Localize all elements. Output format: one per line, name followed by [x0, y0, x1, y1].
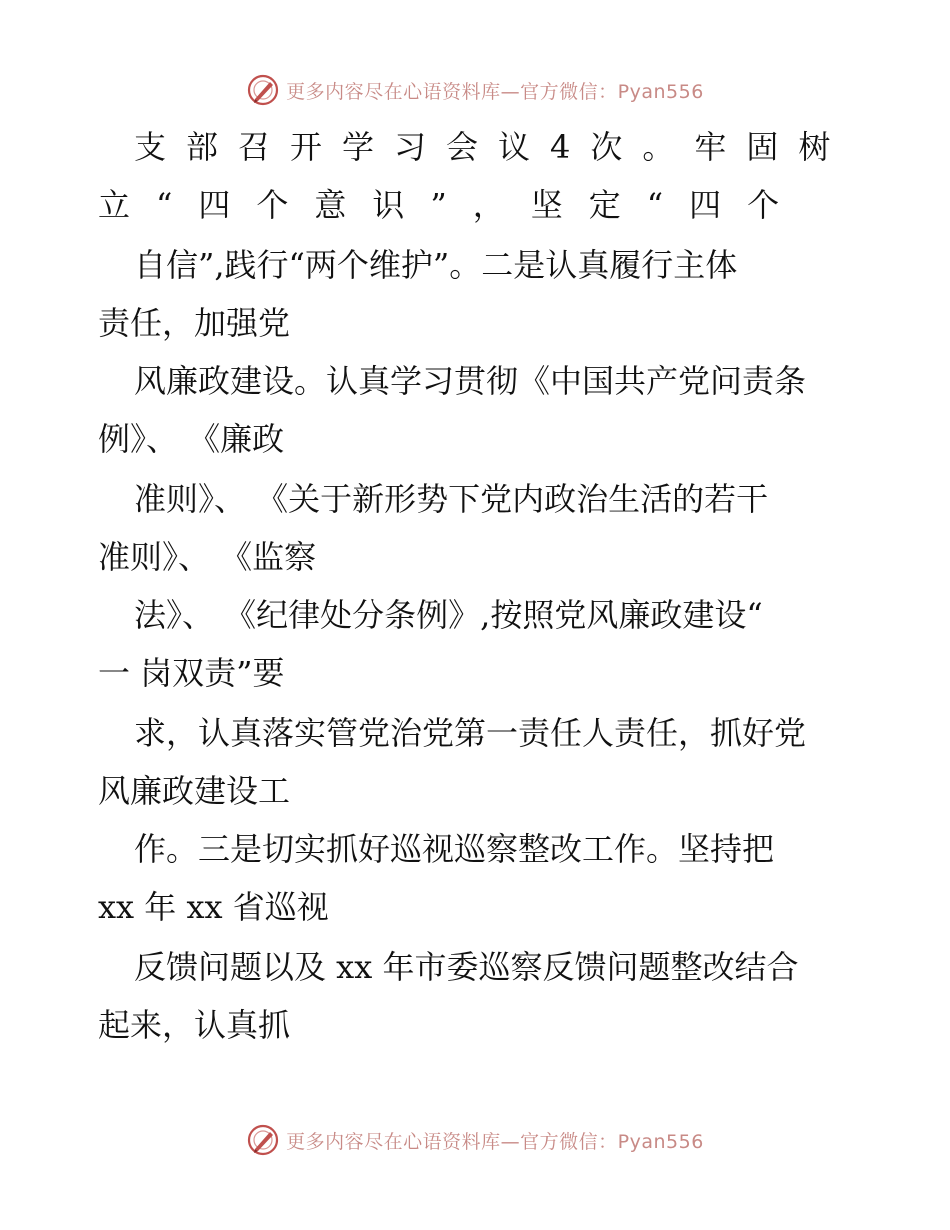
text-line: 法》、 《纪律处分条例》,按照党风廉政建设“: [134, 596, 763, 634]
text-line: 准则》、 《监察: [98, 538, 317, 576]
footer-watermark-text: 更多内容尽在心语资料库—官方微信：Pyan556: [286, 1130, 704, 1153]
text-line: 责任，加强党: [98, 304, 291, 342]
header-watermark-text: 更多内容尽在心语资料库—官方微信：Pyan556: [286, 80, 704, 103]
text-line: 起来，认真抓: [98, 1006, 291, 1044]
text-line: 支部召开学习会议4次。牢固树: [134, 128, 851, 166]
footer-watermark: [0, 1120, 950, 1160]
text-line: 例》、 《廉政: [98, 420, 285, 458]
text-line: 风廉政建设。认真学习贯彻《中国共产党问责条: [134, 362, 807, 400]
text-line: 风廉政建设工: [98, 772, 291, 810]
header-watermark: [0, 70, 950, 110]
pen-logo-icon: [246, 1123, 280, 1157]
text-line: 反馈问题以及 xx 年市委巡察反馈问题整改结合: [134, 948, 799, 986]
text-line: xx 年 xx 省巡视: [98, 888, 329, 926]
text-line: 立“四个意识”，坚定“四个: [98, 186, 806, 224]
text-line: 作。三是切实抓好巡视巡察整改工作。坚持把: [134, 830, 775, 868]
text-line: 求，认真落实管党治党第一责任人责任，抓好党: [134, 714, 807, 752]
text-line: 准则》、 《关于新形势下党内政治生活的若干: [134, 480, 769, 518]
pen-logo-icon: [246, 73, 280, 107]
text-line: 自信”,践行“两个维护”。二是认真履行主体: [134, 246, 738, 284]
text-line: 一 岗双责”要: [98, 654, 285, 692]
